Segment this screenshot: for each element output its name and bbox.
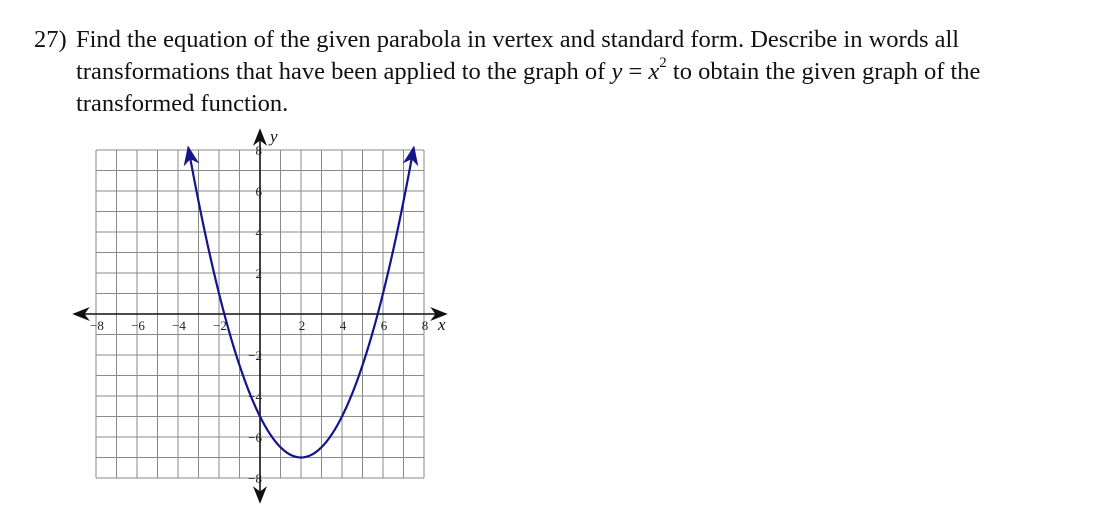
eq-y: y (611, 58, 623, 85)
parabola-left-branch (188, 147, 301, 457)
parabola-right-branch (298, 147, 414, 457)
problem-line-3: transformed function. (76, 90, 289, 117)
eq-exponent: 2 (659, 54, 667, 71)
y-tick-label: 4 (255, 225, 262, 240)
problem-line-2 (76, 56, 1100, 88)
x-tick-label: −4 (172, 318, 186, 333)
problem-text (76, 24, 1100, 120)
y-axis-label: y (270, 127, 278, 146)
eq-equals: = (622, 58, 649, 85)
x-tick-label: 2 (298, 318, 306, 333)
x-tick-label: −8 (90, 318, 104, 333)
y-tick-label: −4 (248, 389, 262, 404)
y-tick-label: 8 (255, 143, 262, 158)
y-tick-label: −8 (248, 471, 262, 486)
problem-line-1: Find the equation of the given parabola in vertex and standard form. Describe in words all (76, 26, 960, 53)
line2-before: transformations that have been applied to the graph of (76, 58, 612, 85)
problem-number: 27) (34, 26, 67, 53)
y-tick-label: 2 (255, 266, 262, 281)
x-tick-label: −2 (213, 318, 227, 333)
eq-x: x (648, 58, 660, 85)
x-tick-label: 6 (380, 318, 388, 333)
x-tick-label: 4 (339, 318, 347, 333)
y-tick-label: 6 (255, 184, 262, 199)
parabola-graph (60, 126, 460, 516)
line2-after: to obtain the given graph of the (666, 58, 981, 85)
x-axis-label: x (438, 315, 446, 334)
y-tick-label: −6 (248, 430, 262, 445)
y-tick-label: −2 (248, 348, 262, 363)
x-tick-label: −6 (131, 318, 145, 333)
x-tick-label: 8 (421, 318, 429, 333)
